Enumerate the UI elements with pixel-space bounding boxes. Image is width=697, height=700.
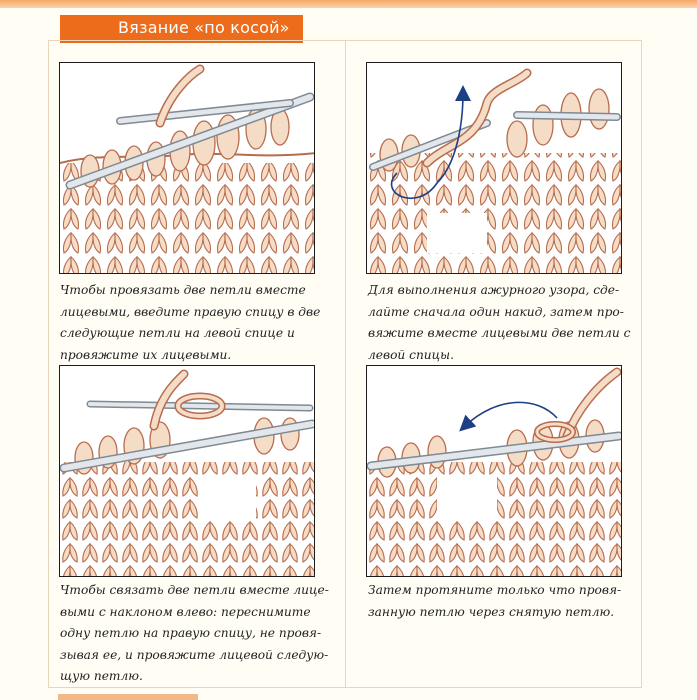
caption-1-line-4: провяжите их лицевыми. <box>60 347 232 362</box>
caption-3-line-3: одну петлю на правую спицу, не провя- <box>60 626 322 641</box>
bottom-decor-bar <box>58 694 198 700</box>
caption-2-line-4: левой спицы. <box>368 347 454 362</box>
caption-2-line-2: лайте сначала один накид, затем про- <box>368 304 624 319</box>
column-divider <box>345 40 346 688</box>
knitting-illustration-3 <box>59 365 315 577</box>
caption-3 <box>60 580 329 688</box>
caption-3-line-5: щую петлю. <box>60 669 143 684</box>
page-title: Вязание «по косой» <box>118 18 290 37</box>
caption-2-line-1: Для выполнения ажурного узора, сде- <box>368 283 620 297</box>
knitting-illustration-1 <box>59 62 315 274</box>
knitting-illustration-4 <box>366 365 622 577</box>
caption-2-line-3: вяжите вместе лицевыми две петли с <box>368 326 631 341</box>
caption-3-line-1: Чтобы связать две петли вместе лице- <box>60 583 329 597</box>
caption-4-line-1: Затем протяните только что провя- <box>368 583 622 597</box>
top-decor-band <box>0 0 697 8</box>
caption-1-line-3: следующие петли на левой спице и <box>60 326 295 341</box>
caption-1-line-1: Чтобы провязать две петли вместе <box>60 283 306 297</box>
caption-3-line-2: выми с наклоном влево: переснимите <box>60 604 311 619</box>
title-bar <box>60 15 303 43</box>
caption-1-line-2: лицевыми, введите правую спицу в две <box>60 304 321 319</box>
caption-4-line-2: занную петлю через снятую петлю. <box>368 604 615 619</box>
caption-2 <box>368 280 631 366</box>
caption-4 <box>368 580 622 623</box>
caption-3-line-4: зывая ее, и провяжите лицевой следую- <box>60 647 329 662</box>
knitting-illustration-2 <box>366 62 622 274</box>
caption-1 <box>60 280 321 366</box>
